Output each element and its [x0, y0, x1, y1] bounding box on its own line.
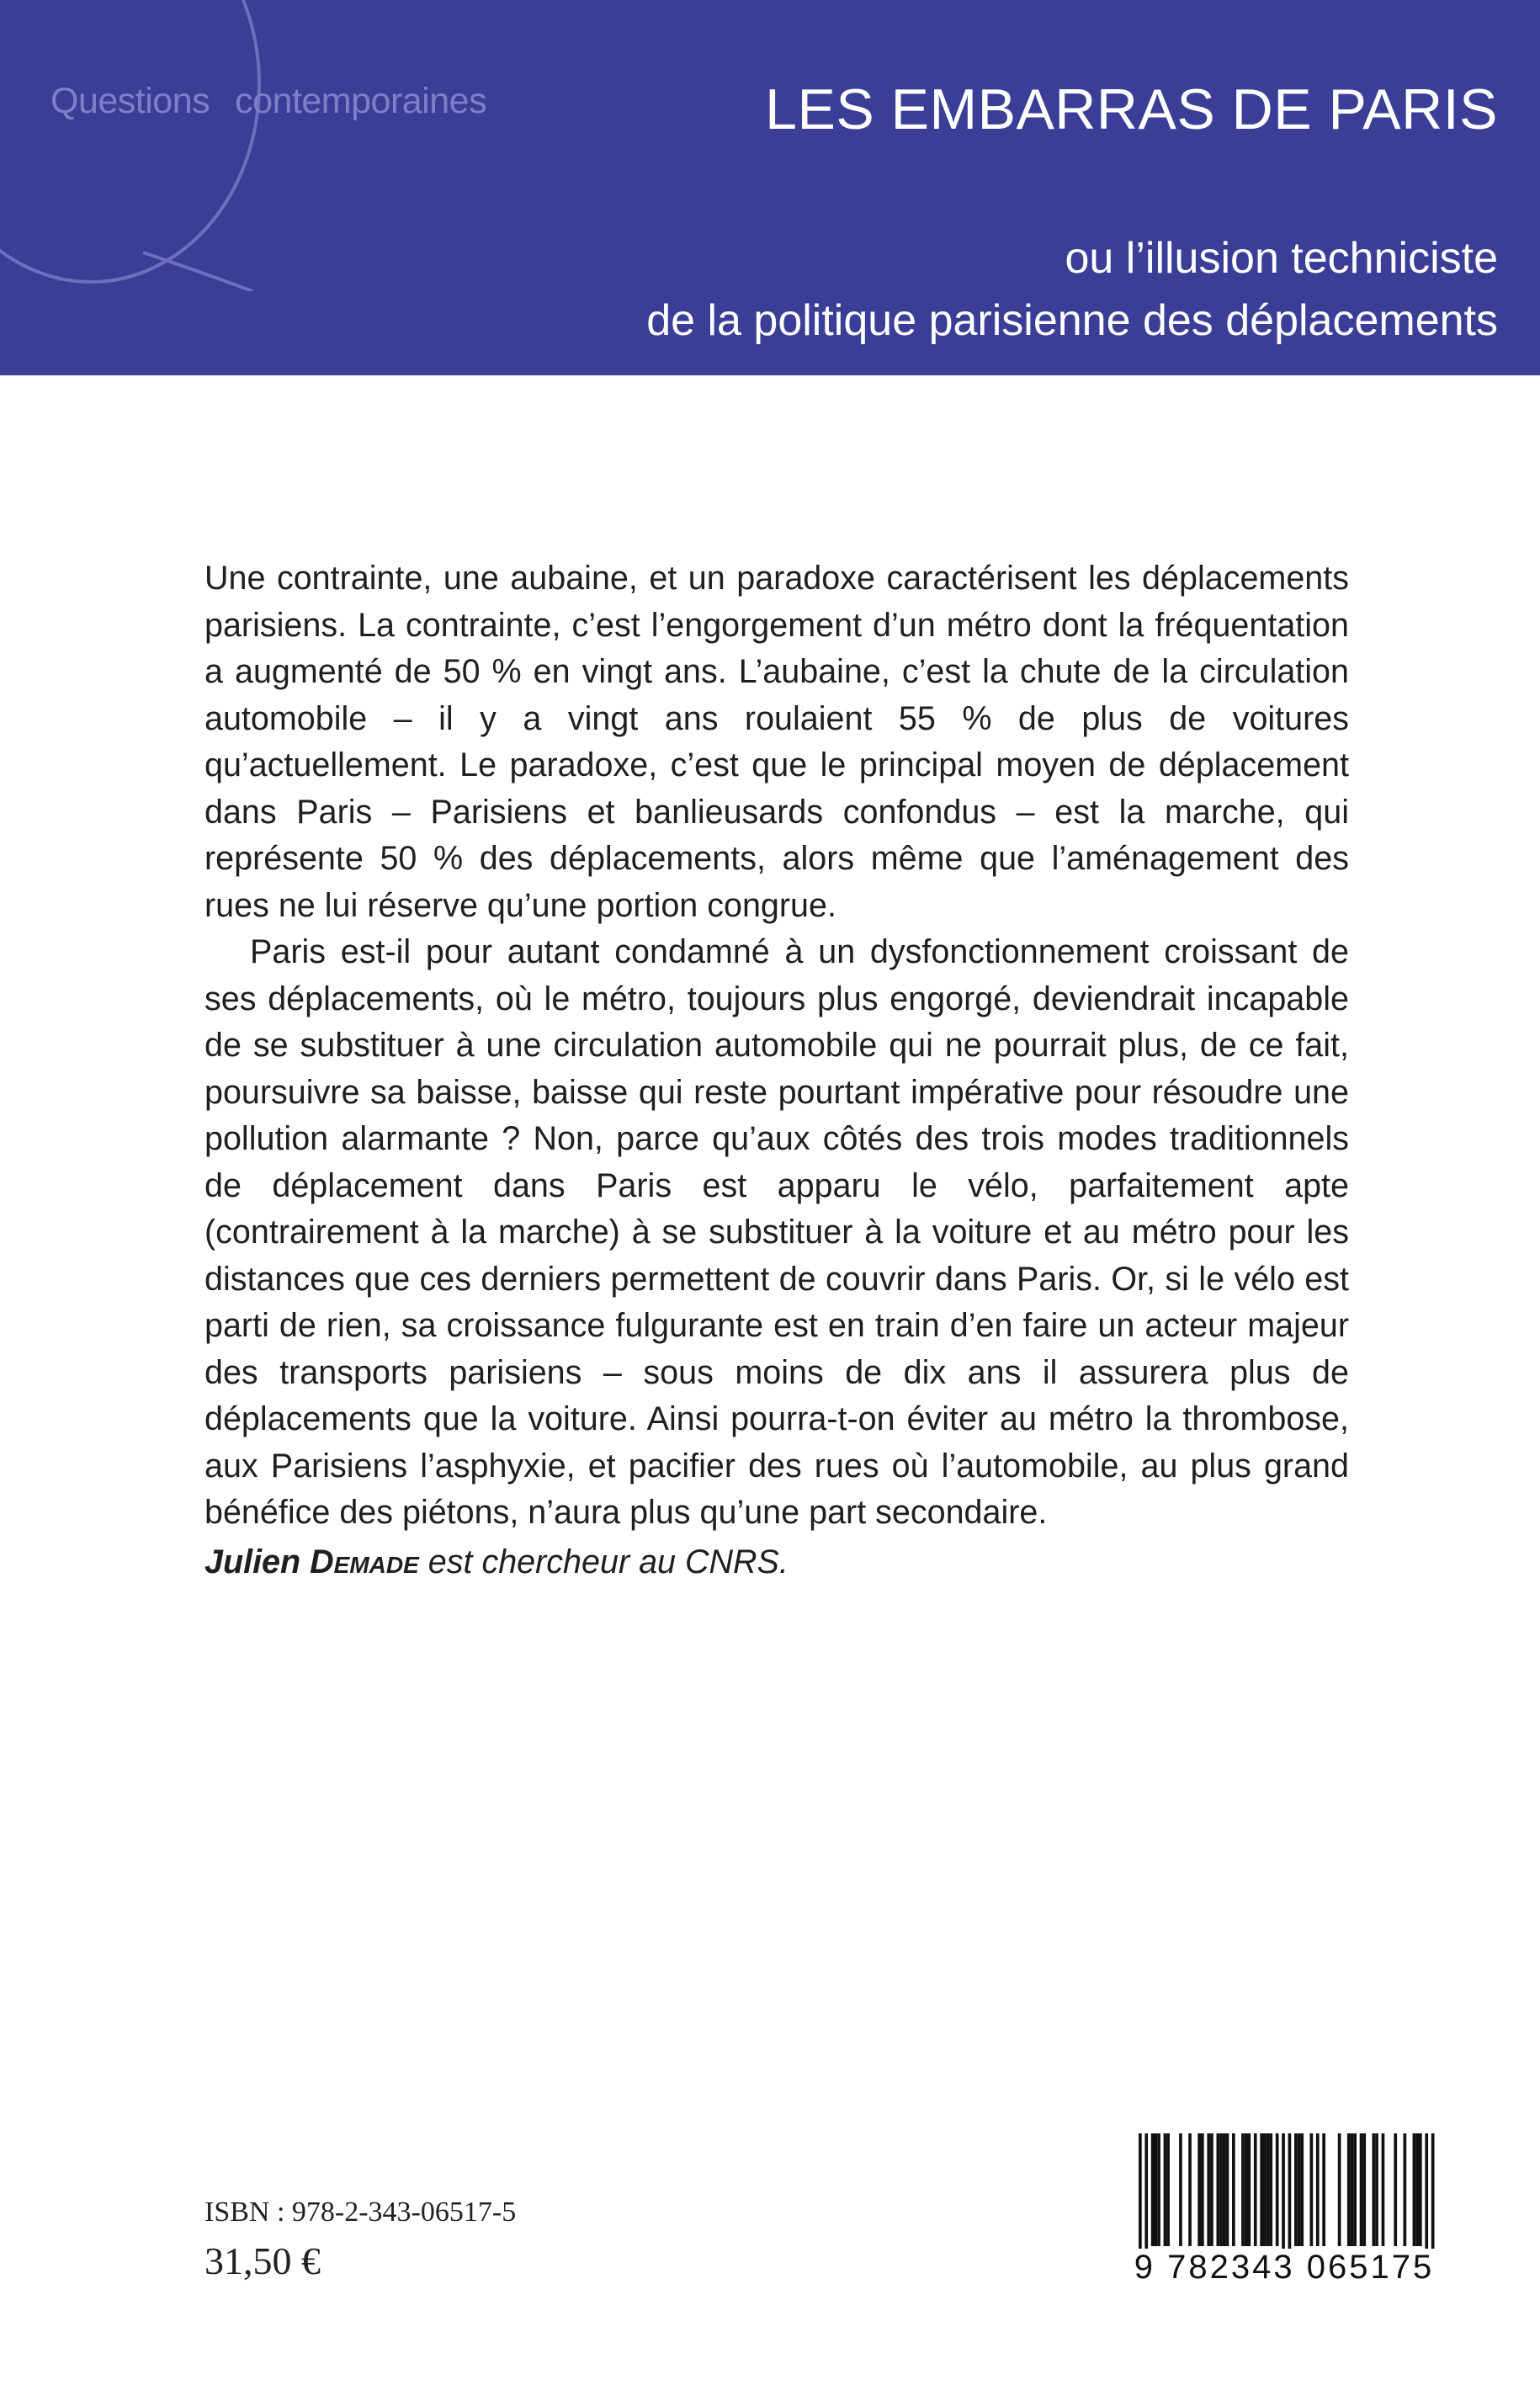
barcode-bar [1207, 2133, 1210, 2246]
barcode-bar [1316, 2133, 1320, 2246]
barcode-bar [1298, 2133, 1301, 2246]
barcode-bar [1260, 2133, 1263, 2246]
series-word-contemporaines: contemporaines [235, 81, 487, 121]
blurb-paragraph-1: Une contrainte, une aubaine, et un paradoxe caractérisent les déplacements parisiens. La contrainte, c’est l’engorgement d’un métro dont la fréquentation a augmenté de 50 % en vingt ans. L’aubaine, c’est la chute de la circulation automobile – il y a vingt ans roulaient 55 % de plus de voitures qu’actuellement. Le paradoxe, c’est que le principal moyen de déplacement dans Paris – Parisiens et banlieusards confondus – est la marche, qui représente 50 % des déplacements, alors même que l’aménagement des rues ne lui réserve qu’une portion congrue. [204, 560, 1349, 924]
barcode-bar [1419, 2133, 1422, 2246]
barcode-bar [1425, 2133, 1428, 2260]
barcode-bar [1300, 2133, 1304, 2246]
barcode-bar [1144, 2133, 1148, 2260]
author-last-name: Demade [310, 1543, 419, 1580]
barcode-bar [1288, 2133, 1292, 2260]
barcode-bar [1166, 2133, 1170, 2246]
barcode-bar [1241, 2133, 1245, 2246]
author-first-name: Julien [204, 1543, 301, 1580]
barcode-digits: 9 782343 065175 [1115, 2249, 1453, 2286]
barcode-bar [1294, 2133, 1298, 2246]
blurb [204, 555, 1349, 1537]
price: 31,50 € [204, 2239, 321, 2282]
barcode-bar [1322, 2133, 1325, 2246]
series-label [50, 81, 486, 122]
barcode-bar [1139, 2133, 1142, 2260]
barcode-bar [1201, 2133, 1204, 2246]
barcode-bar [1347, 2133, 1351, 2246]
barcode-bar [1188, 2133, 1192, 2246]
barcode-bar [1373, 2133, 1376, 2246]
barcode-bar [1164, 2133, 1167, 2246]
barcode-bar [1338, 2133, 1341, 2246]
subtitle-line-2: de la politique parisienne des déplacements [646, 296, 1498, 345]
book-title: LES EMBARRAS DE PARIS [765, 77, 1498, 141]
barcode-bar [1375, 2133, 1378, 2246]
barcode-bar [1210, 2133, 1213, 2246]
barcode-bar [1248, 2133, 1251, 2246]
barcode-bar [1269, 2133, 1272, 2246]
barcode-bar [1226, 2133, 1229, 2246]
barcode-bar [1151, 2133, 1155, 2246]
blurb-paragraph-2: Paris est-il pour autant condamné à un dysfonctionnement croissant de ses déplacements, où le métro, toujours plus engorgé, deviendrait incapable de se substituer à une circulation automobile qui ne pourrait plus, de ce fait, poursuivre sa baisse, baisse qui reste pourtant impérative pour résoudre une pollution alarmante ? Non, parce qu’aux côtés des trois modes traditionnels de déplacement dans Paris est apparu le vélo, parfaitement apte (contrairement à la marche) à se substituer à la voiture et au métro pour les distances que ces derniers permettent de couvrir dans Paris. Or, si le vélo est parti de rien, sa croissance fulgurante est en train d’en faire un acteur majeur des transports parisiens – sous moins de dix ans il assurera plus de déplacements que la voiture. Ainsi pourra-t-on éviter au métro la thrombose, aux Parisiens l’asphyxie, et pacifier des rues où l’automobile, au plus grand bénéfice des piétons, n’aura plus qu’une part secondaire. [204, 933, 1349, 1531]
barcode-bar [1415, 2133, 1419, 2246]
barcode-bar [1232, 2133, 1235, 2246]
author-bio [204, 1543, 789, 1581]
barcode-bar [1382, 2133, 1385, 2246]
barcode-bar [1431, 2133, 1435, 2260]
barcode-bar [1276, 2133, 1279, 2246]
barcode-bar [1245, 2133, 1248, 2246]
barcode-bar [1360, 2133, 1363, 2246]
barcode-bar [1404, 2133, 1407, 2246]
barcode-bar [1263, 2133, 1267, 2246]
series-q-logo [0, 0, 286, 291]
barcode-bar [1254, 2133, 1257, 2246]
author-description: est chercheur au CNRS. [427, 1543, 789, 1580]
barcode-bar [1413, 2133, 1416, 2246]
subtitle-line-1: ou l’illusion techniciste [1065, 234, 1498, 283]
book-subtitle [646, 227, 1498, 352]
barcode-bar [1310, 2133, 1314, 2246]
cover-header [0, 0, 1540, 375]
barcode-bar [1282, 2133, 1285, 2260]
series-word-questions: Questions [50, 81, 210, 121]
barcode-bar [1267, 2133, 1270, 2246]
barcode-bar [1219, 2133, 1223, 2246]
barcode-bar [1157, 2133, 1160, 2246]
barcode-bar [1362, 2133, 1366, 2246]
barcode-bar [1353, 2133, 1357, 2246]
barcode-bar [1223, 2133, 1226, 2246]
barcode-bar [1155, 2133, 1158, 2246]
isbn: ISBN : 978-2-343-06517-5 [204, 2196, 517, 2228]
barcode-bar [1197, 2133, 1201, 2246]
barcode-bar [1351, 2133, 1354, 2246]
barcode-bar [1394, 2133, 1397, 2246]
barcode-bar [1179, 2133, 1182, 2246]
barcode-bar [1217, 2133, 1220, 2246]
